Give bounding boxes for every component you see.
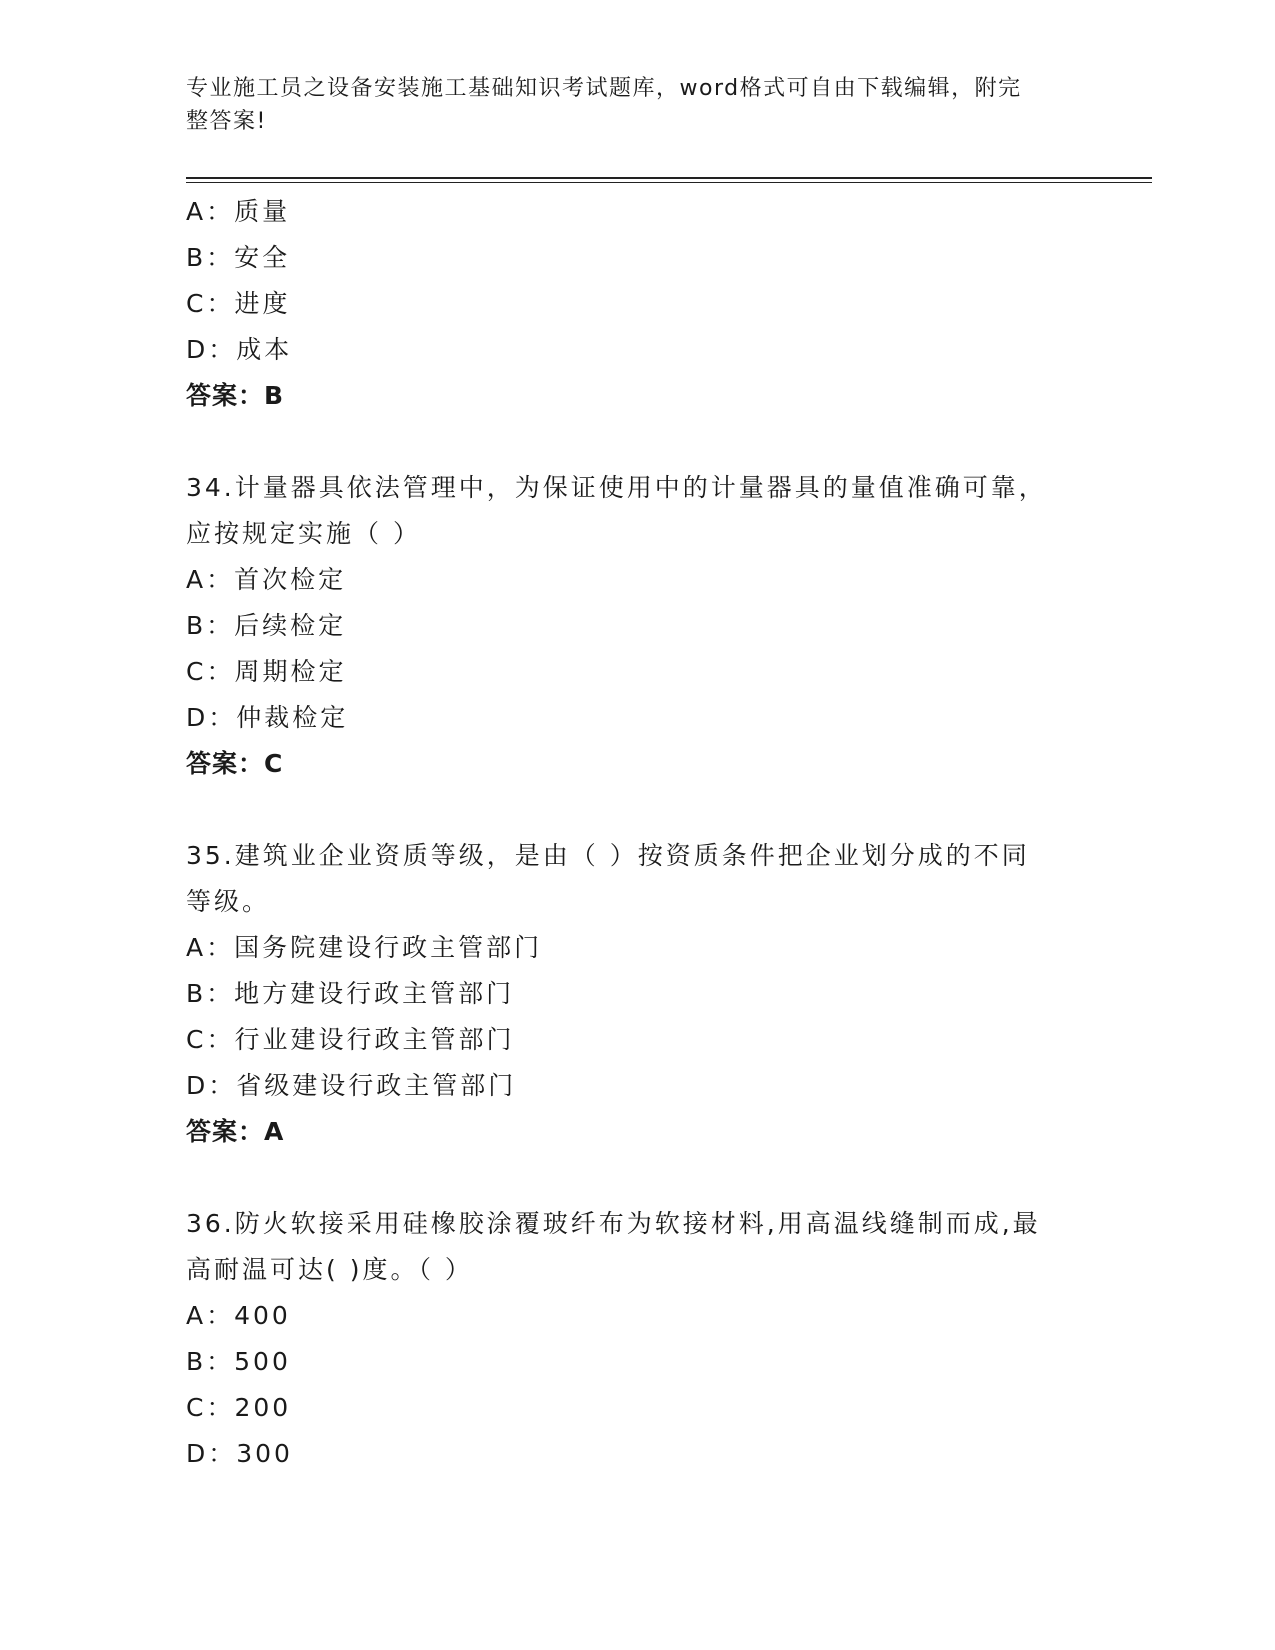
option-a: A：质量 — [186, 197, 291, 226]
question-33-block — [186, 189, 1086, 419]
option-d: D：300 — [186, 1439, 293, 1468]
option-d: D：省级建设行政主管部门 — [186, 1071, 517, 1100]
answer-line: 答案：C — [186, 749, 284, 778]
question-35-block — [186, 833, 1086, 1155]
option-a: A：400 — [186, 1301, 291, 1330]
option-d: D：成本 — [186, 335, 293, 364]
option-c: C：200 — [186, 1393, 292, 1422]
question-stem-line-1: 35.建筑业企业资质等级，是由（ ）按资质条件把企业划分成的不同 — [186, 841, 1030, 870]
option-a: A：国务院建设行政主管部门 — [186, 933, 543, 962]
question-content — [186, 189, 1086, 1477]
question-34-block — [186, 465, 1086, 787]
spacer — [186, 787, 1086, 833]
question-stem-line-2: 等级。 — [186, 887, 271, 916]
option-c: C：行业建设行政主管部门 — [186, 1025, 515, 1054]
option-d: D：仲裁检定 — [186, 703, 349, 732]
option-c: C：周期检定 — [186, 657, 347, 686]
option-b: B：安全 — [186, 243, 291, 272]
question-36-block — [186, 1201, 1086, 1477]
document-header — [186, 72, 1066, 138]
option-a: A：首次检定 — [186, 565, 347, 594]
header-divider-thick — [186, 177, 1152, 179]
answer-line: 答案：A — [186, 1117, 285, 1146]
question-stem-line-1: 36.防火软接采用硅橡胶涂覆玻纤布为软接材料,用高温线缝制而成,最 — [186, 1209, 1041, 1238]
option-b: B：地方建设行政主管部门 — [186, 979, 515, 1008]
header-line-1: 专业施工员之设备安装施工基础知识考试题库，word格式可自由下载编辑，附完 — [186, 76, 1022, 101]
option-b: B：后续检定 — [186, 611, 347, 640]
spacer — [186, 419, 1086, 465]
option-c: C：进度 — [186, 289, 291, 318]
question-stem-line-2: 应按规定实施（ ） — [186, 519, 421, 548]
header-divider-thin — [186, 182, 1152, 183]
answer-line: 答案：B — [186, 381, 285, 410]
spacer — [186, 1155, 1086, 1201]
question-stem-line-2: 高耐温可达( )度。（ ） — [186, 1255, 473, 1284]
header-line-2: 整答案! — [186, 109, 267, 134]
option-b: B：500 — [186, 1347, 291, 1376]
question-stem-line-1: 34.计量器具依法管理中，为保证使用中的计量器具的量值准确可靠， — [186, 473, 1047, 502]
